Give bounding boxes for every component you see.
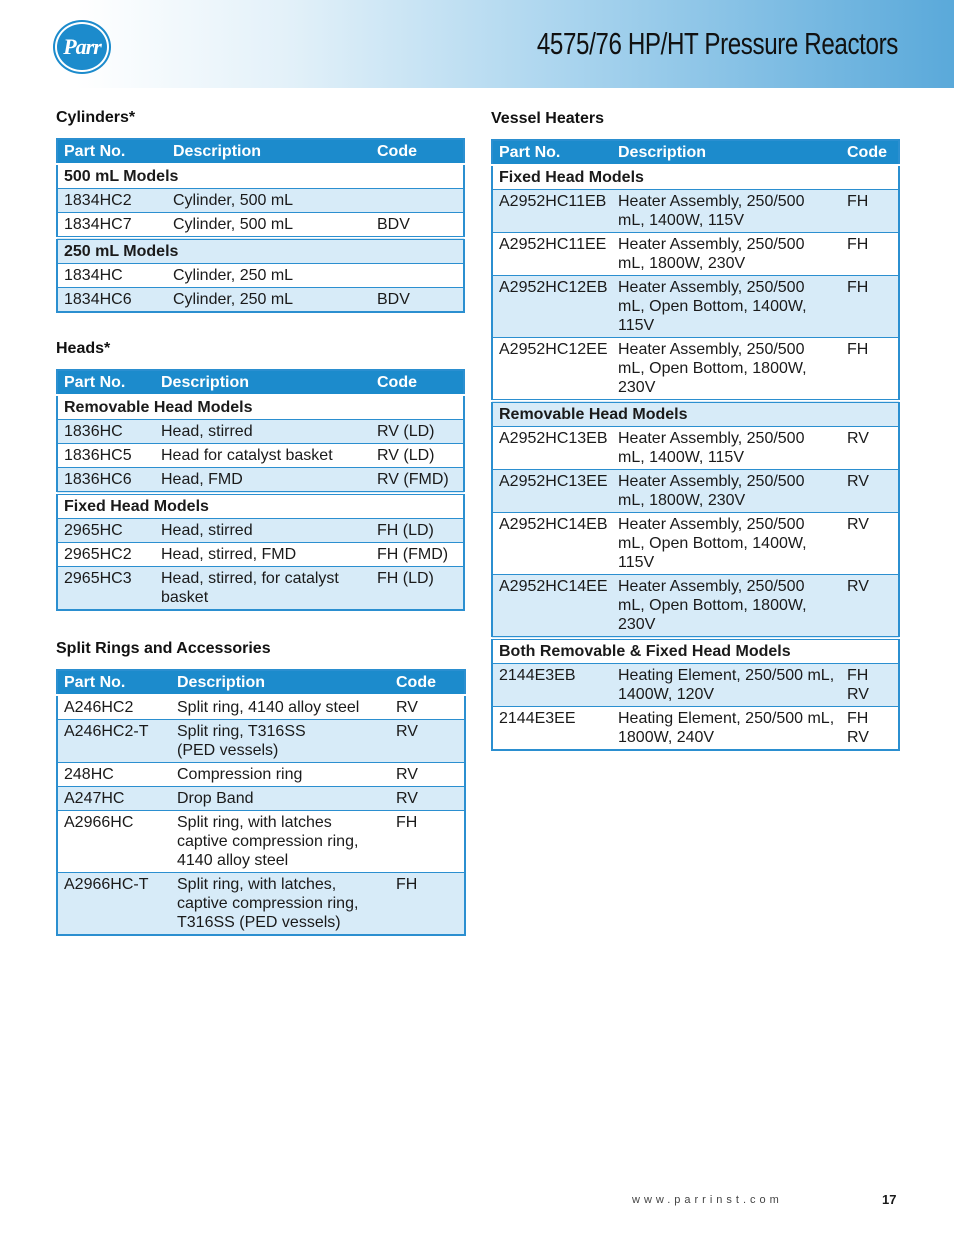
group-row: Fixed Head Models: [57, 493, 464, 519]
split-rings-title: Split Rings and Accessories: [56, 640, 271, 657]
table-row: 1836HC6 Head, FMD RV (FMD): [57, 468, 464, 494]
table-row: 1836HC Head, stirred RV (LD): [57, 420, 464, 444]
table-row: 1834HC Cylinder, 250 mL: [57, 264, 464, 288]
heads-title: Heads*: [56, 340, 111, 357]
table-row: A2952HC11EE Heater Assembly, 250/500 mL, 1800W, 230V FH: [492, 233, 899, 276]
table-row: 2144E3EB Heating Element, 250/500 mL, 1400W, 120V FH RV: [492, 664, 899, 707]
group-row: 250 mL Models: [57, 238, 464, 264]
group-row: Both Removable & Fixed Head Models: [492, 638, 899, 664]
table-row: A2952HC13EB Heater Assembly, 250/500 mL, 1400W, 115V RV: [492, 427, 899, 470]
col-description: Description: [612, 140, 841, 165]
table-row: 2965HC2 Head, stirred, FMD FH (FMD): [57, 543, 464, 567]
heads-table: [56, 369, 465, 611]
split-rings-table: [56, 669, 466, 936]
col-description: Description: [171, 670, 390, 695]
table-row: A2966HC-T Split ring, with latches, captive compression ring, T316SS (PED vessels) FH: [57, 873, 465, 936]
vessel-heaters-title: Vessel Heaters: [491, 110, 604, 127]
col-description: Description: [155, 370, 371, 395]
parr-logo: Parr: [55, 22, 109, 72]
col-part-no: Part No.: [57, 139, 167, 164]
col-description: Description: [167, 139, 371, 164]
group-row: Fixed Head Models: [492, 165, 899, 190]
table-row: A247HC Drop Band RV: [57, 787, 465, 811]
table-row: A2952HC14EB Heater Assembly, 250/500 mL, Open Bottom, 1400W, 115V RV: [492, 513, 899, 575]
table-row: A2952HC11EB Heater Assembly, 250/500 mL, 1400W, 115V FH: [492, 190, 899, 233]
table-row: 1834HC2 Cylinder, 500 mL: [57, 189, 464, 213]
table-row: 1836HC5 Head for catalyst basket RV (LD): [57, 444, 464, 468]
table-row: A246HC2 Split ring, 4140 alloy steel RV: [57, 695, 465, 720]
col-code: Code: [371, 139, 464, 164]
group-row: Removable Head Models: [57, 395, 464, 420]
col-code: Code: [841, 140, 899, 165]
group-row: Removable Head Models: [492, 401, 899, 427]
col-code: Code: [390, 670, 465, 695]
col-part-no: Part No.: [57, 370, 155, 395]
col-code: Code: [371, 370, 464, 395]
table-row: 2965HC3 Head, stirred, for catalyst basket FH (LD): [57, 567, 464, 611]
vessel-heaters-table: [491, 139, 900, 751]
table-row: 248HC Compression ring RV: [57, 763, 465, 787]
table-header-row: [57, 139, 464, 164]
table-row: A246HC2-T Split ring, T316SS (PED vessels) RV: [57, 720, 465, 763]
col-part-no: Part No.: [57, 670, 171, 695]
table-row: A2952HC14EE Heater Assembly, 250/500 mL, Open Bottom, 1800W, 230V RV: [492, 575, 899, 639]
page-title: 4575/76 HP/HT Pressure Reactors: [536, 26, 898, 61]
table-header-row: [57, 370, 464, 395]
table-row: A2966HC Split ring, with latches captive compression ring, 4140 alloy steel FH: [57, 811, 465, 873]
table-row: A2952HC13EE Heater Assembly, 250/500 mL, 1800W, 230V RV: [492, 470, 899, 513]
page-number: 17: [882, 1192, 897, 1207]
group-row: 500 mL Models: [57, 164, 464, 189]
table-header-row: [492, 140, 899, 165]
table-header-row: [57, 670, 465, 695]
table-row: A2952HC12EE Heater Assembly, 250/500 mL, Open Bottom, 1800W, 230V FH: [492, 338, 899, 402]
table-row: 2965HC Head, stirred FH (LD): [57, 519, 464, 543]
cylinders-title: Cylinders*: [56, 109, 136, 126]
table-row: 1834HC7 Cylinder, 500 mL BDV: [57, 213, 464, 239]
table-row: A2952HC12EB Heater Assembly, 250/500 mL, Open Bottom, 1400W, 115V FH: [492, 276, 899, 338]
cylinders-table: [56, 138, 465, 313]
col-part-no: Part No.: [492, 140, 612, 165]
footer-url: www.parrinst.com: [632, 1194, 783, 1206]
table-row: 1834HC6 Cylinder, 250 mL BDV: [57, 288, 464, 313]
table-row: 2144E3EE Heating Element, 250/500 mL, 1800W, 240V FH RV: [492, 707, 899, 751]
